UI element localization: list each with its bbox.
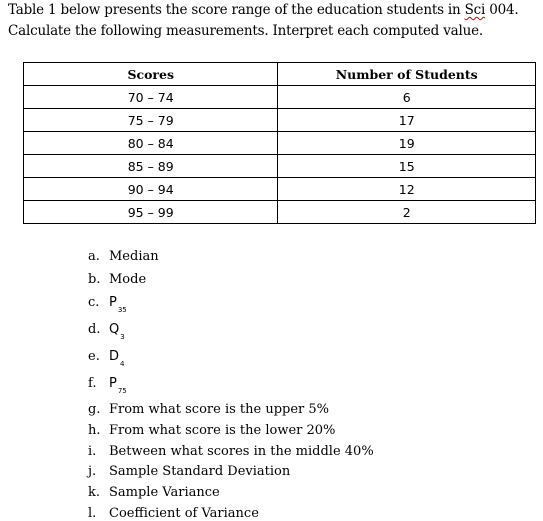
list-item [88, 376, 127, 395]
list-item [88, 349, 124, 368]
list-item [88, 444, 374, 459]
student-count-cell: 6 [278, 86, 536, 109]
item-text: Coefficient of Variance [109, 506, 259, 521]
list-item [88, 464, 290, 479]
list-item [88, 272, 146, 287]
list-item [88, 249, 159, 264]
item-text: Sample Standard Deviation [109, 464, 291, 479]
score-range-cell: 85 – 89 [24, 155, 278, 178]
statement-text-1: Table 1 below presents the score range of the education students in [8, 2, 465, 18]
table-row [24, 132, 536, 155]
score-table [23, 62, 536, 224]
item-letter: h. [88, 423, 101, 438]
quartile-symbol: Q [109, 322, 120, 337]
item-text: Median [109, 249, 159, 264]
item-letter: l. [88, 506, 97, 521]
table-row [24, 201, 536, 224]
list-item [88, 295, 127, 314]
item-letter: i. [88, 444, 97, 459]
item-letter: e. [88, 349, 100, 364]
student-count-cell: 2 [278, 201, 536, 224]
score-range-cell: 80 – 84 [24, 132, 278, 155]
item-letter: a. [88, 249, 100, 264]
item-text: Mode [109, 272, 147, 287]
item-text: Between what scores in the middle 40% [109, 444, 374, 459]
list-item [88, 402, 329, 417]
header-number-of-students: Number of Students [278, 63, 536, 86]
item-letter: f. [88, 376, 97, 391]
statement-course-code: Sci [464, 2, 486, 18]
score-range-cell: 75 – 79 [24, 109, 278, 132]
item-letter: c. [88, 295, 100, 310]
table-row [24, 178, 536, 201]
problem-statement [8, 0, 538, 42]
item-letter: k. [88, 485, 101, 500]
statement-text-2: 004. Calculate the following measurements. Interpret each computed value. [8, 2, 519, 39]
list-item [88, 322, 125, 341]
percentile-symbol: P [109, 376, 117, 391]
table-row [24, 155, 536, 178]
percentile-symbol: P [109, 295, 117, 310]
symbol-subscript: 35 [117, 306, 127, 314]
symbol-subscript: 4 [120, 360, 125, 368]
score-range-cell: 70 – 74 [24, 86, 278, 109]
item-letter: g. [88, 402, 101, 417]
student-count-cell: 17 [278, 109, 536, 132]
item-text: Sample Variance [109, 485, 220, 500]
student-count-cell: 15 [278, 155, 536, 178]
item-letter: d. [88, 322, 101, 337]
item-text: From what score is the upper 5% [109, 402, 330, 417]
list-item [88, 423, 335, 438]
table-row [24, 109, 536, 132]
list-item [88, 485, 220, 500]
table-header-row [24, 63, 536, 86]
student-count-cell: 19 [278, 132, 536, 155]
symbol-subscript: 3 [120, 333, 125, 341]
item-letter: b. [88, 272, 101, 287]
score-range-cell: 90 – 94 [24, 178, 278, 201]
student-count-cell: 12 [278, 178, 536, 201]
symbol-subscript: 75 [117, 387, 127, 395]
list-item [88, 506, 259, 521]
item-text: From what score is the lower 20% [109, 423, 336, 438]
decile-symbol: D [109, 349, 120, 364]
header-scores: Scores [24, 63, 278, 86]
table-row [24, 86, 536, 109]
item-letter: j. [88, 464, 97, 479]
score-range-cell: 95 – 99 [24, 201, 278, 224]
